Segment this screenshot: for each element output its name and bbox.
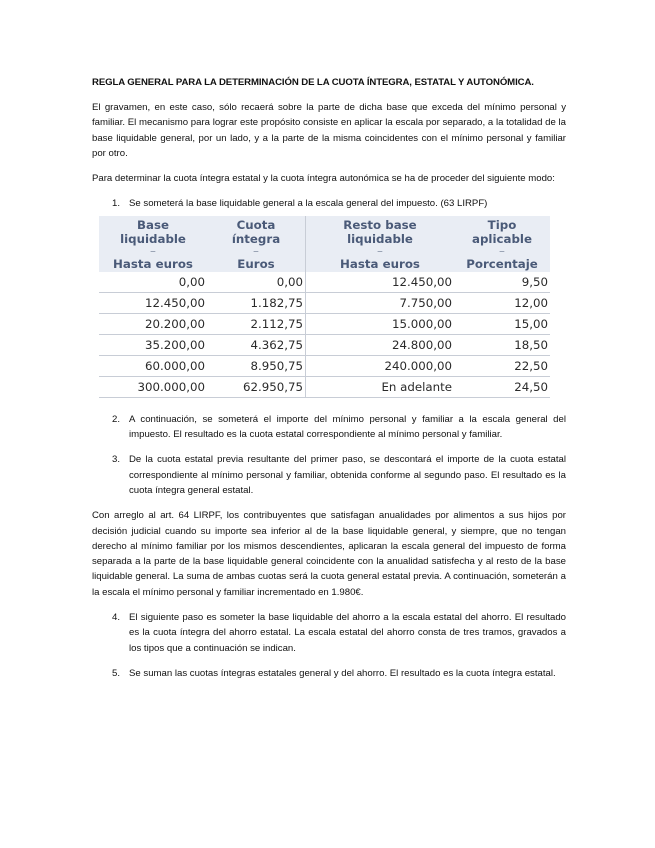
table-cell: 20.200,00: [99, 313, 207, 334]
table-cell: 12.450,00: [99, 292, 207, 313]
column-header-resto: Resto base liquidable – Hasta euros: [306, 216, 455, 272]
tax-scale-table: [99, 216, 550, 398]
step-number: 4.: [112, 612, 121, 624]
document-content: [92, 77, 566, 691]
table-cell: 62.950,75: [207, 376, 306, 397]
paragraph-intro: El gravamen, en este caso, sólo recaerá sobre la parte de dicha base que exceda del mínimo personal y familiar. El mecanismo para lograr este propósito consiste en aplicar la escala por separado, a la totalidad de la base liquidable general, por un lado, y a la parte de la misma coincidentes con el mínimo personal y familiar por otro.: [92, 102, 566, 159]
table-row: [99, 355, 550, 376]
table-cell: 15,00: [454, 313, 550, 334]
step-1: [92, 196, 566, 211]
paragraph-art-64: Con arreglo al art. 64 LIRPF, los contribuyentes que satisfagan anualidades por alimentos a sus hijos por decisión judicial cuando su importe sea inferior al de la base liquidable general, y siempre, que no tengan derecho al mínimo familiar por los mismos descendientes, aplicaran la escala general del impuesto de forma separada a la parte de la base liquidable general coincidente con la anualidad satisfecha y al resto de la base liquidable general. La suma de ambas cuotas será la cuota general estatal previa. A continuación, someterán a la escala el mínimo personal y familiar incrementado en 1.980€.: [92, 510, 566, 598]
table-cell: 22,50: [454, 355, 550, 376]
step-number: 3.: [112, 454, 121, 466]
table-cell: 35.200,00: [99, 334, 207, 355]
section-heading: REGLA GENERAL PARA LA DETERMINACIÓN DE LA CUOTA ÍNTEGRA, ESTATAL Y AUTONÓMICA.: [92, 77, 534, 88]
step-number: 5.: [112, 667, 121, 679]
step-text: El siguiente paso es someter la base liquidable del ahorro a la escala estatal del ahorro. El resultado es la cuota íntegra del ahorro estatal. La escala estatal del ahorro consta de tres tramos, gravados a los tipos que a continuación se indican.: [129, 612, 566, 654]
table-cell: 240.000,00: [306, 355, 455, 376]
table-cell: 7.750,00: [306, 292, 455, 313]
table-cell: 12.450,00: [306, 272, 455, 293]
step-text: Se someterá la base liquidable general a la escala general del impuesto. (63 LIRPF): [129, 198, 488, 210]
table-cell: 0,00: [99, 272, 207, 293]
table-cell: 2.112,75: [207, 313, 306, 334]
table-cell: 24,50: [454, 376, 550, 397]
table-cell: 15.000,00: [306, 313, 455, 334]
steps-list-continued: [92, 412, 566, 498]
table-row: [99, 376, 550, 397]
steps-list-final: [92, 610, 566, 681]
table-cell: 60.000,00: [99, 355, 207, 376]
step-number: 1.: [112, 198, 121, 210]
step-text: De la cuota estatal previa resultante del primer paso, se descontará el importe de la cuota estatal correspondiente al mínimo personal y familiar, obtenida conforme al segundo paso. El resultado es la cuota íntegra general estatal.: [129, 454, 566, 496]
column-header-cuota: Cuota íntegra – Euros: [207, 216, 306, 272]
table-header-row: [99, 216, 550, 272]
step-number: 2.: [112, 413, 121, 425]
step-2: [92, 412, 566, 443]
table-cell: 9,50: [454, 272, 550, 293]
table-row: [99, 272, 550, 293]
table-cell: 12,00: [454, 292, 550, 313]
table-cell: 300.000,00: [99, 376, 207, 397]
table-row: [99, 334, 550, 355]
step-4: [92, 610, 566, 656]
paragraph-procedure: Para determinar la cuota íntegra estatal y la cuota íntegra autonómica se ha de proceder del siguiente modo:: [92, 173, 555, 185]
column-header-tipo: Tipo aplicable – Porcentaje: [454, 216, 550, 272]
step-3: [92, 452, 566, 498]
steps-list: [92, 196, 566, 211]
table-cell: En adelante: [306, 376, 455, 397]
step-text: Se suman las cuotas íntegras estatales general y del ahorro. El resultado es la cuota íntegra estatal.: [129, 667, 556, 679]
table-row: [99, 313, 550, 334]
table-row: [99, 292, 550, 313]
step-5: [92, 666, 566, 681]
table-cell: 18,50: [454, 334, 550, 355]
table-cell: 0,00: [207, 272, 306, 293]
table-cell: 8.950,75: [207, 355, 306, 376]
table-cell: 1.182,75: [207, 292, 306, 313]
column-header-base: Base liquidable – Hasta euros: [99, 216, 207, 272]
step-text: A continuación, se someterá el importe del mínimo personal y familiar a la escala general del impuesto. El resultado es la cuota estatal correspondiente al mínimo personal y familiar.: [129, 413, 566, 441]
table-cell: 4.362,75: [207, 334, 306, 355]
table-cell: 24.800,00: [306, 334, 455, 355]
